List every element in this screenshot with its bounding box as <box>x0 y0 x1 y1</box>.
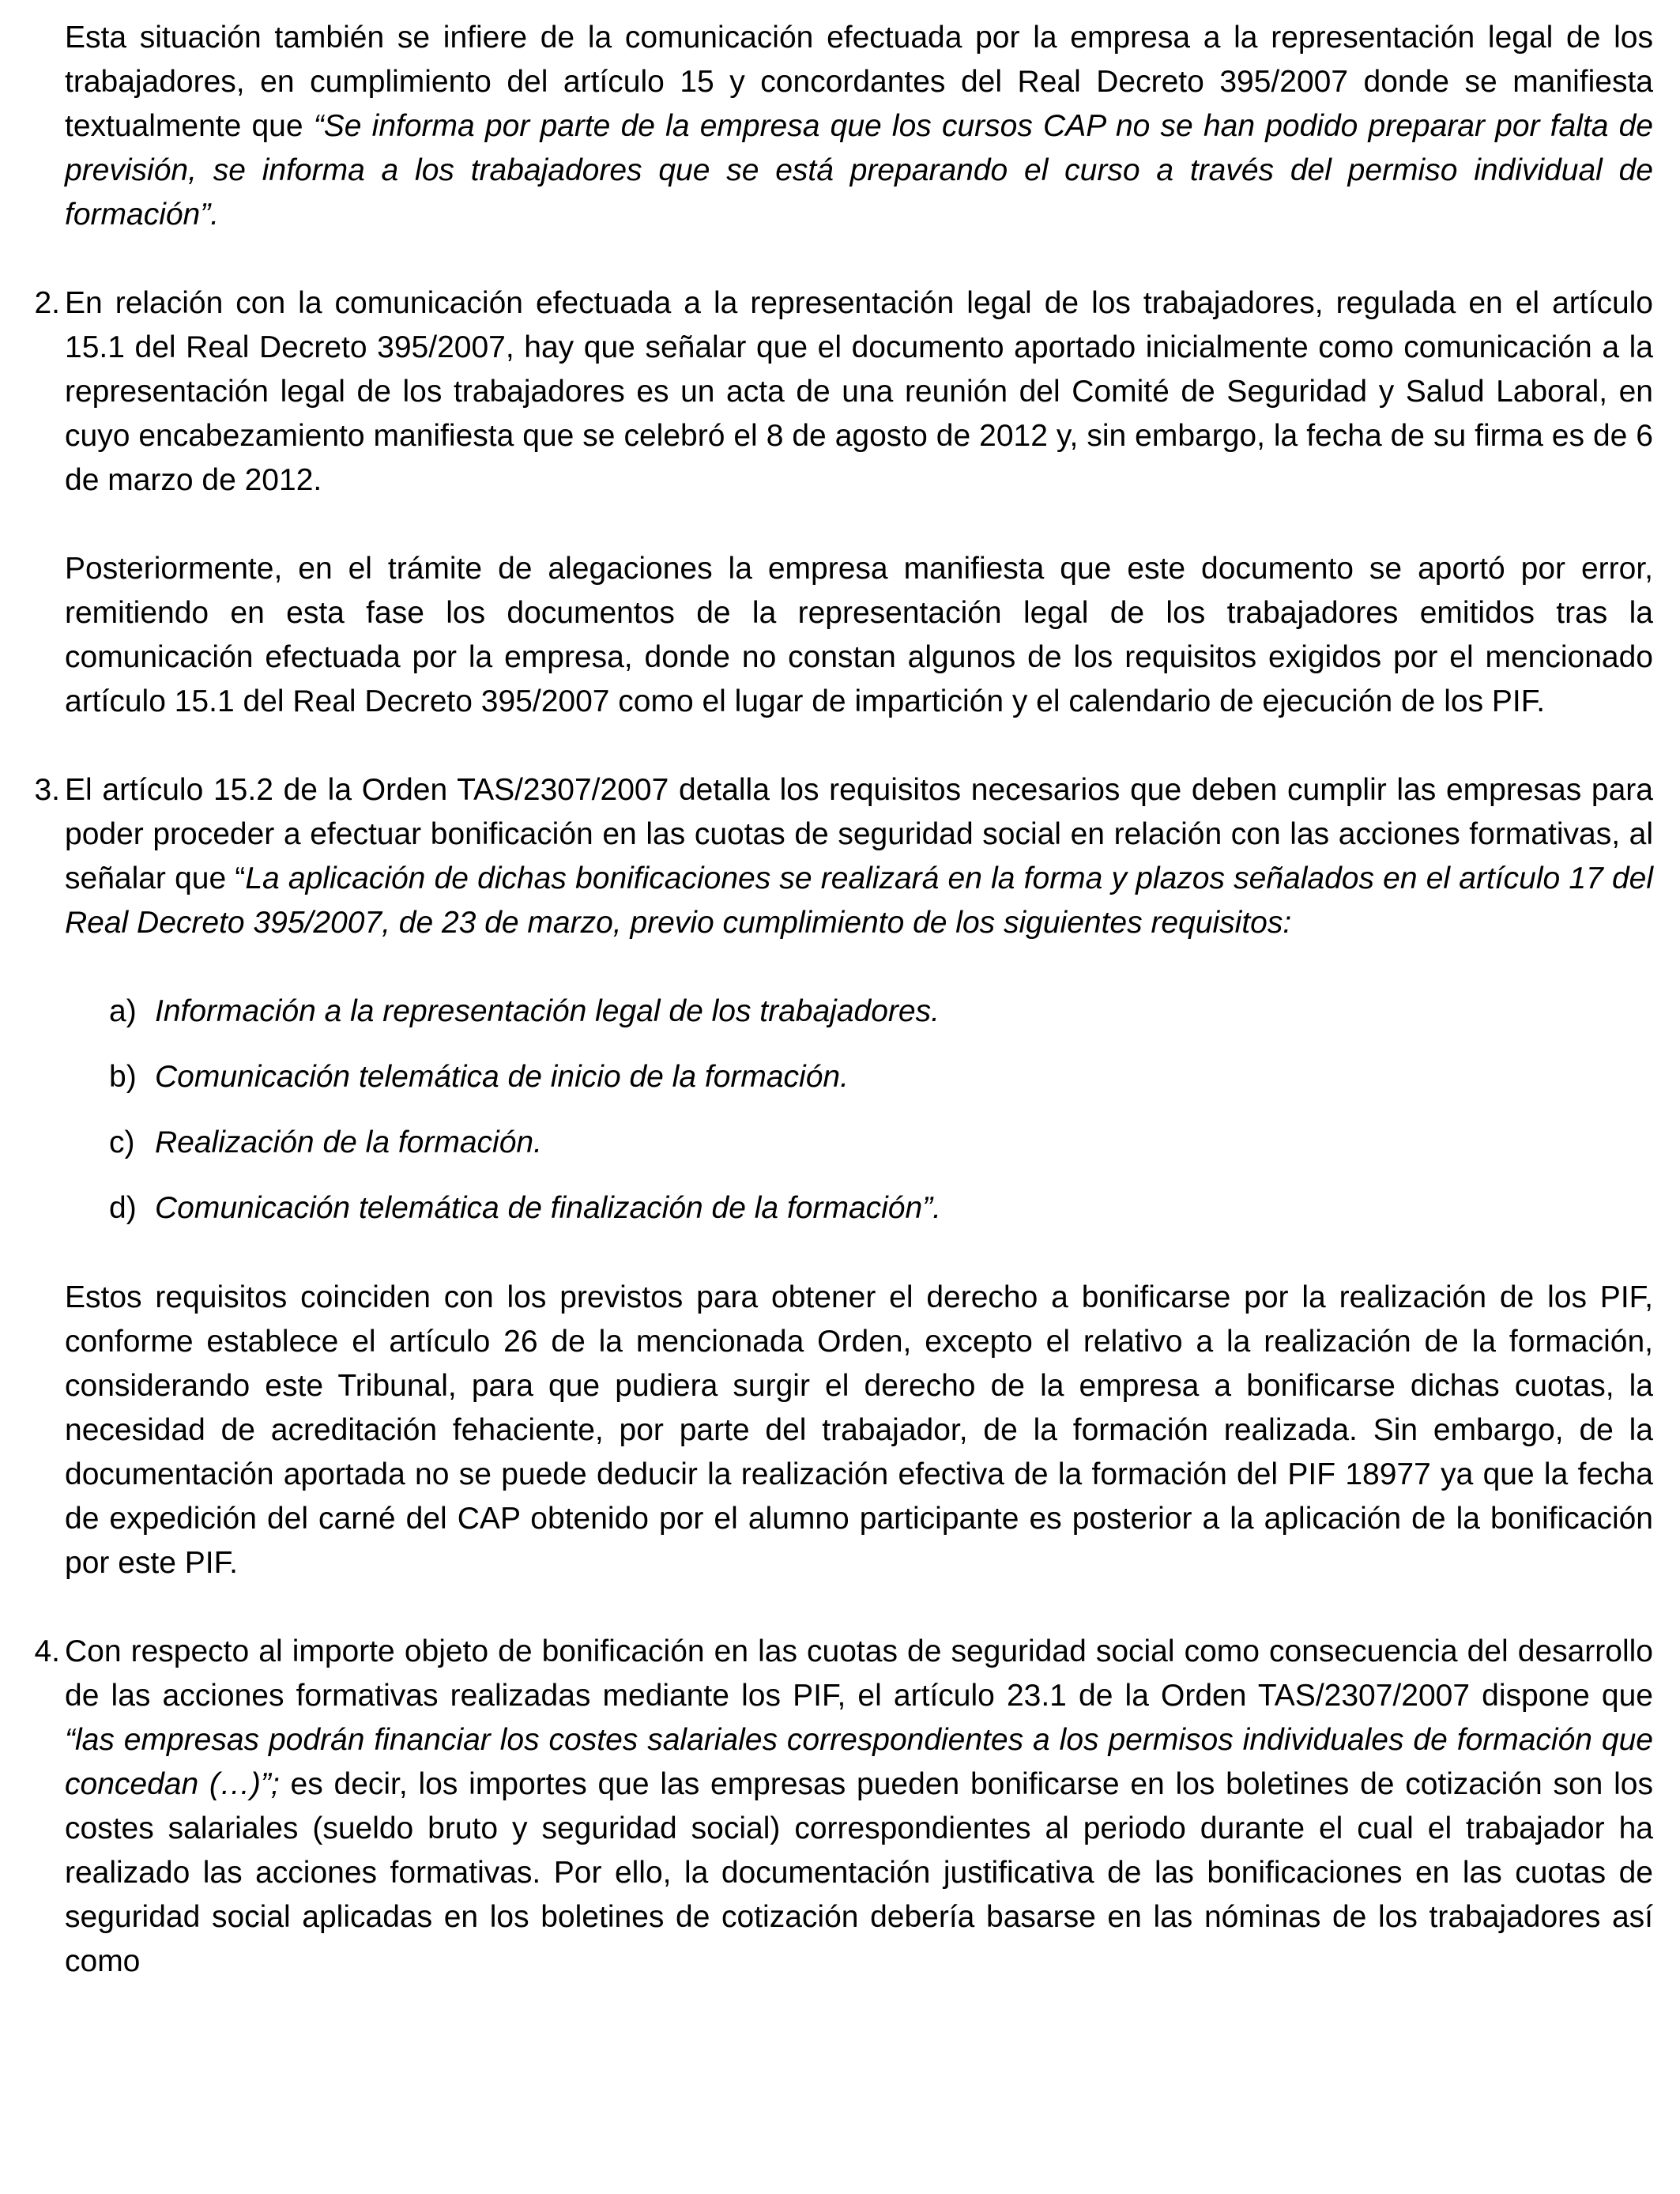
paragraph-text: El artículo 15.2 de la Orden TAS/2307/2007 detalla los requisitos necesarios que deben cumplir las empresas para poder proceder a efectuar bonificación en las cuotas de seguridad social en relación con las acciones formativas, al señalar que “ <box>65 773 1653 895</box>
paragraph-text: Esta situación también se infiere de la comunicación efectuada por la empresa a la representación legal de los trabajadores, en cumplimiento del artículo 15 y concordantes del Real Decreto 395/2007 donde se manifiesta textualmente que <box>65 21 1653 143</box>
list-item-3 <box>34 768 1653 1585</box>
list-item-2 <box>34 281 1653 724</box>
item-number: 4. <box>34 1634 60 1668</box>
sub-item-text: Realización de la formación. <box>155 1125 542 1159</box>
paragraph-text <box>65 1630 1653 1984</box>
sub-item-letter: d) <box>109 1191 137 1225</box>
sub-item-letter: a) <box>109 994 137 1028</box>
paragraph-text: es decir, los importes que las empresas pueden bonificarse en los boletines de cotización son los costes salariales (sueldo bruto y seguridad social) correspondientes al periodo durante el cual el trabajador ha realizado las acciones formativas. Por ello, la documentación justificativa de las bonificaciones en las cuotas de seguridad social aplicadas en los boletines de cotización debería basarse en las nóminas de los trabajadores así como <box>65 1767 1653 1978</box>
list-item-4 <box>34 1630 1653 1984</box>
sub-item-d <box>65 1186 1653 1231</box>
sub-item-text: Comunicación telemática de inicio de la formación. <box>155 1060 849 1094</box>
sub-item-a <box>65 990 1653 1034</box>
paragraph-text <box>65 768 1653 945</box>
sub-item-c <box>65 1121 1653 1165</box>
sub-item-b <box>65 1055 1653 1099</box>
paragraph-text: En relación con la comunicación efectuada a la representación legal de los trabajadores, regulada en el artículo 15.1 del Real Decreto 395/2007, hay que señalar que el documento aportado inicialmente como comunicación a la representación legal de los trabajadores es un acta de una reunión del Comité de Seguridad y Salud Laboral, en cuyo encabezamiento manifiesta que se celebró el 8 de agosto de 2012 y, sin embargo, la fecha de su firma es de 6 de marzo de 2012. <box>65 286 1653 497</box>
paragraph-text: Estos requisitos coinciden con los previstos para obtener el derecho a bonificarse por la realización de los PIF, conforme establece el artículo 26 de la mencionada Orden, excepto el relativo a la realización de la formación, considerando este Tribunal, para que pudiera surgir el derecho de la empresa a bonificarse dichas cuotas, la necesidad de acreditación fehaciente, por parte del trabajador, de la formación realizada. Sin embargo, de la documentación aportada no se puede deducir la realización efectiva de la formación del PIF 18977 ya que la fecha de expedición del carné del CAP obtenido por el alumno participante es posterior a la aplicación de la bonificación por este PIF. <box>65 1280 1653 1580</box>
quoted-text: “Se informa por parte de la empresa que los cursos CAP no se han podido preparar por falta de previsión, se informa a los trabajadores que se está preparando el curso a través del permiso individual de formación”. <box>65 109 1653 232</box>
quoted-text: La aplicación de dichas bonificaciones se realizará en la forma y plazos señalados en el artículo 17 del Real Decreto 395/2007, de 23 de marzo, previo cumplimiento de los siguientes requisitos: <box>65 861 1653 940</box>
paragraph-intro <box>65 16 1653 237</box>
item-number: 2. <box>34 286 60 320</box>
item-number: 3. <box>34 773 60 807</box>
document-page <box>34 16 1653 1984</box>
sub-item-text: Comunicación telemática de finalización de la formación”. <box>155 1191 941 1225</box>
sub-item-letter: c) <box>109 1125 135 1159</box>
paragraph-text: Posteriormente, en el trámite de alegaciones la empresa manifiesta que este documento se aportó por error, remitiendo en esta fase los documentos de la representación legal de los trabajadores emitidos tras la comunicación efectuada por la empresa, donde no constan algunos de los requisitos exigidos por el mencionado artículo 15.1 del Real Decreto 395/2007 como el lugar de impartición y el calendario de ejecución de los PIF. <box>65 552 1653 718</box>
quoted-text: “las empresas podrán financiar los costes salariales correspondientes a los permisos individuales de formación que concedan (…)”; <box>65 1723 1653 1801</box>
sub-item-letter: b) <box>109 1060 137 1094</box>
sub-item-text: Información a la representación legal de los trabajadores. <box>155 994 940 1028</box>
paragraph-text: Con respecto al importe objeto de bonificación en las cuotas de seguridad social como consecuencia del desarrollo de las acciones formativas realizadas mediante los PIF, el artículo 23.1 de la Orden TAS/2307/2007 dispone que <box>65 1634 1653 1713</box>
